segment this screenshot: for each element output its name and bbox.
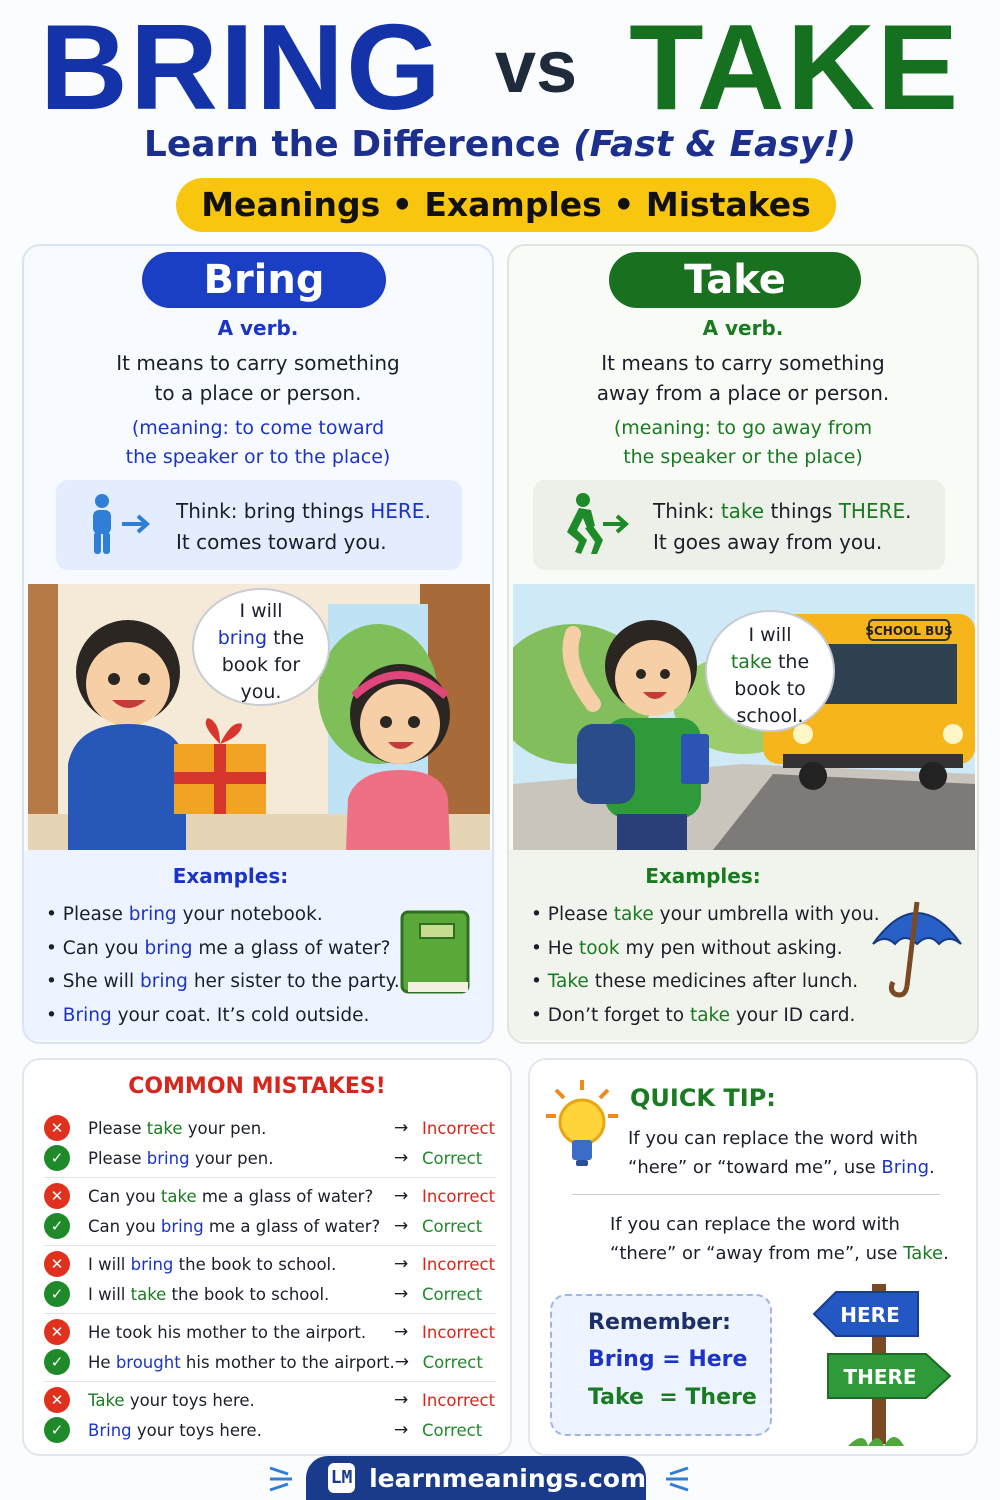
bring-badge: Bring — [142, 252, 386, 308]
sentence-verb: bring — [160, 1216, 204, 1236]
mistake-sentence — [88, 1187, 394, 1206]
mistakes-list — [44, 1110, 496, 1449]
take-bubble-the: the — [777, 651, 810, 673]
list-item — [46, 898, 400, 932]
verdict-label: Incorrect — [422, 1390, 496, 1410]
tip-divider — [572, 1194, 940, 1195]
take-speech-bubble — [705, 610, 835, 732]
walking-toward-icon — [84, 492, 154, 556]
arrow-icon: → — [394, 1186, 409, 1206]
remember-bring-eq: = Here — [654, 1347, 748, 1372]
take-note-1: (meaning: to go away from — [613, 417, 873, 439]
example-post: her sister to the party. — [187, 971, 400, 992]
verdict-label: Incorrect — [422, 1322, 496, 1342]
sentence-post: your pen. — [189, 1148, 274, 1168]
walking-away-icon — [561, 492, 631, 556]
list-item — [531, 898, 880, 932]
mistake-sentence — [88, 1391, 394, 1410]
take-bubble-verb: take — [730, 651, 772, 673]
verdict-label: Correct — [422, 1352, 483, 1372]
sentence-pre: He — [88, 1352, 116, 1372]
sentence-pre: I will — [88, 1284, 131, 1304]
bring-bubble-line1: I will — [239, 600, 283, 622]
arrow-icon: → — [394, 1216, 409, 1236]
tip-line4-verb: Take — [903, 1243, 944, 1264]
take-examples-title: Examples: — [645, 864, 761, 888]
sentence-verb: Bring — [88, 1420, 132, 1440]
example-post: these medicines after lunch. — [588, 971, 859, 992]
list-item — [531, 999, 880, 1033]
remember-take: Take — [588, 1385, 644, 1410]
sentence-post: me a glass of water? — [203, 1216, 381, 1236]
correct-check-icon: ✓ — [44, 1417, 70, 1443]
remember-title: Remember: — [588, 1310, 731, 1335]
example-verb: take — [613, 904, 654, 925]
correct-check-icon: ✓ — [44, 1281, 70, 1307]
take-bubble-line1: I will — [748, 624, 792, 646]
incorrect-x-icon: ✕ — [44, 1183, 70, 1209]
tip-line4-post: . — [943, 1243, 949, 1264]
arrow-icon: → — [394, 1390, 409, 1410]
example-pre: Can you — [62, 937, 145, 959]
correct-check-icon: ✓ — [44, 1145, 70, 1171]
mistake-sentence — [88, 1255, 394, 1274]
bring-think-prefix: Think: bring things — [176, 499, 371, 523]
example-verb: bring — [128, 904, 177, 925]
bring-examples — [24, 850, 492, 1040]
verdict-label: Correct — [422, 1284, 483, 1304]
example-post: your notebook. — [176, 904, 323, 925]
footer-site-badge[interactable] — [306, 1456, 646, 1500]
example-verb: took — [578, 937, 620, 959]
mistake-row — [44, 1211, 496, 1241]
bring-pos: A verb. — [217, 316, 299, 340]
verdict-label: Correct — [422, 1420, 483, 1440]
list-item — [531, 932, 880, 966]
site-url[interactable]: learnmeanings.com — [369, 1463, 646, 1493]
title-take: TAKE — [629, 0, 961, 135]
bring-bubble-line3: book for — [221, 654, 301, 676]
example-pre: Please — [62, 904, 129, 925]
take-think-prefix: Think: — [653, 499, 721, 523]
take-badge: Take — [609, 252, 861, 308]
list-item — [46, 932, 400, 966]
example-pre: She will — [62, 971, 140, 992]
take-definition — [509, 316, 977, 472]
example-verb: bring — [144, 937, 193, 959]
mistake-pair — [44, 1110, 496, 1178]
sign-there: THERE — [843, 1365, 917, 1389]
tip-line4-pre: “there” or “away from me”, use — [610, 1243, 904, 1264]
example-post: my pen without asking. — [619, 937, 843, 959]
take-think-mid: things — [764, 499, 839, 523]
mistake-pair — [44, 1382, 496, 1449]
quick-tip-card — [528, 1058, 978, 1456]
tip-line1: If you can replace the word with — [628, 1128, 918, 1149]
take-meaning-2: away from a place or person. — [596, 381, 890, 405]
sentence-post: your toys here. — [131, 1420, 262, 1440]
example-pre: Don’t forget to — [547, 1004, 690, 1026]
take-think-text — [653, 496, 911, 558]
sentence-pre: Can you — [88, 1216, 161, 1236]
sentence-verb: take — [146, 1118, 183, 1138]
list-item — [46, 999, 400, 1033]
example-verb: take — [689, 1004, 730, 1026]
sentence-pre: I will — [88, 1254, 131, 1274]
bring-examples-list — [46, 898, 400, 1032]
sentence-post: the book to school. — [173, 1254, 337, 1274]
arrow-icon: → — [394, 1322, 409, 1342]
bring-think-line2: It comes toward you. — [176, 530, 387, 554]
mistakes-title: COMMON MISTAKES! — [128, 1074, 386, 1099]
title-vs: vs — [494, 25, 578, 108]
sentence-verb: bring — [130, 1254, 174, 1274]
umbrella-icon — [867, 892, 967, 1002]
mistake-sentence — [88, 1353, 395, 1372]
bring-card — [22, 244, 494, 1044]
mistake-sentence — [88, 1119, 394, 1138]
mistake-row — [44, 1415, 496, 1445]
correct-check-icon: ✓ — [44, 1213, 70, 1239]
incorrect-x-icon: ✕ — [44, 1251, 70, 1277]
sentence-verb: take — [130, 1284, 167, 1304]
remember-take-eq: = There — [643, 1385, 757, 1410]
example-post: your coat. It’s cold outside. — [111, 1004, 370, 1026]
take-examples — [509, 850, 977, 1040]
bring-meaning-2: to a place or person. — [154, 381, 362, 405]
bring-think-text — [176, 496, 431, 558]
incorrect-x-icon: ✕ — [44, 1115, 70, 1141]
take-meaning-1: It means to carry something — [601, 351, 885, 375]
example-verb: bring — [139, 971, 188, 992]
arrow-icon: → — [394, 1118, 409, 1138]
bring-note-1: (meaning: to come toward — [131, 417, 385, 439]
mistake-sentence — [88, 1323, 394, 1342]
arrow-icon: → — [394, 1148, 409, 1168]
bring-bubble-line4: you. — [240, 681, 282, 703]
mistake-row — [44, 1249, 496, 1279]
take-bubble-line3: book to — [734, 678, 806, 700]
correct-check-icon: ✓ — [44, 1349, 70, 1375]
incorrect-x-icon: ✕ — [44, 1319, 70, 1345]
mistake-row — [44, 1385, 496, 1415]
sentence-verb: take — [160, 1186, 197, 1206]
sentence-post: the book to school. — [166, 1284, 330, 1304]
header — [0, 0, 1000, 240]
sentence-verb: bring — [146, 1148, 190, 1168]
mistake-sentence — [88, 1217, 394, 1236]
mistake-row — [44, 1181, 496, 1211]
arrow-icon: → — [394, 1254, 409, 1274]
subtitle-plain: Learn the Difference — [143, 124, 561, 165]
verdict-label: Incorrect — [422, 1186, 496, 1206]
tip-text-here — [628, 1124, 935, 1182]
take-examples-list — [531, 898, 880, 1032]
bring-speech-bubble — [192, 588, 330, 706]
example-pre: Please — [547, 904, 614, 925]
verdict-label: Incorrect — [422, 1254, 496, 1274]
topics-pill: Meanings • Examples • Mistakes — [176, 178, 836, 232]
bring-note-2: the speaker or to the place) — [125, 446, 391, 468]
sentence-pre: He took his mother to the airport. — [88, 1322, 367, 1342]
mistake-row — [44, 1317, 496, 1347]
verdict-label: Correct — [422, 1216, 483, 1236]
example-post: your ID card. — [729, 1004, 856, 1026]
sentence-pre: Can you — [88, 1186, 161, 1206]
site-logo-icon: LM — [328, 1463, 355, 1493]
list-item — [531, 965, 880, 999]
title — [0, 0, 1000, 135]
bring-meaning-1: It means to carry something — [116, 351, 400, 375]
sentence-post: me a glass of water? — [196, 1186, 374, 1206]
take-card — [507, 244, 979, 1044]
mistake-pair — [44, 1246, 496, 1314]
common-mistakes-card — [22, 1058, 512, 1456]
example-post: me a glass of water? — [192, 937, 391, 959]
sign-here: HERE — [840, 1303, 900, 1327]
mistake-row — [44, 1347, 496, 1377]
remember-bring: Bring — [588, 1347, 655, 1372]
signpost-icon — [808, 1280, 956, 1450]
mistake-pair — [44, 1314, 496, 1382]
quick-tip-title: QUICK TIP: — [630, 1084, 776, 1112]
incorrect-x-icon: ✕ — [44, 1387, 70, 1413]
title-bring: BRING — [39, 0, 443, 135]
sentence-post: your pen. — [182, 1118, 267, 1138]
bring-examples-title: Examples: — [172, 864, 289, 888]
verdict-label: Correct — [422, 1148, 483, 1168]
mistake-row — [44, 1113, 496, 1143]
bus-sign: SCHOOL BUS — [865, 624, 953, 638]
arrow-icon: → — [394, 1284, 409, 1304]
bring-think-highlight: HERE — [370, 499, 425, 523]
take-bubble-line4: school. — [736, 705, 804, 727]
bring-think-box — [56, 480, 462, 570]
take-think-verb: take — [720, 499, 765, 523]
bring-definition — [24, 316, 492, 472]
example-post: your umbrella with you. — [653, 904, 880, 925]
arrow-icon: → — [394, 1352, 410, 1372]
subtitle — [0, 124, 1000, 165]
sparkle-left-icon — [266, 1464, 306, 1494]
mistake-sentence — [88, 1421, 394, 1440]
bring-think-suffix: . — [424, 499, 431, 523]
arrow-icon: → — [394, 1420, 409, 1440]
mistake-pair — [44, 1178, 496, 1246]
tip-line3: If you can replace the word with — [610, 1214, 900, 1235]
tip-line2-pre: “here” or “toward me”, use — [628, 1157, 882, 1178]
verdict-label: Incorrect — [422, 1118, 496, 1138]
tip-line2-post: . — [929, 1157, 935, 1178]
take-think-suffix: . — [905, 499, 912, 523]
list-item — [46, 965, 400, 999]
subtitle-italic: (Fast & Easy!) — [573, 124, 857, 165]
take-pos: A verb. — [702, 316, 784, 340]
sentence-post: your toys here. — [124, 1390, 255, 1410]
mistake-sentence — [88, 1149, 394, 1168]
take-think-box — [533, 480, 945, 570]
mistake-row — [44, 1143, 496, 1173]
sentence-pre: Please — [88, 1118, 147, 1138]
bring-bubble-the: the — [273, 627, 305, 649]
bring-bubble-verb: bring — [217, 627, 268, 649]
take-note-2: the speaker or the place) — [623, 446, 863, 468]
sentence-verb: Take — [88, 1390, 125, 1410]
sentence-post: his mother to the airport. — [180, 1352, 395, 1372]
sentence-verb: brought — [115, 1352, 181, 1372]
tip-text-there — [610, 1210, 949, 1268]
take-think-highlight: THERE — [838, 499, 906, 523]
sparkle-right-icon — [652, 1464, 692, 1494]
take-think-line2: It goes away from you. — [653, 530, 883, 554]
example-verb: Take — [547, 971, 589, 992]
example-pre: He — [547, 937, 579, 959]
mistake-row — [44, 1279, 496, 1309]
mistake-sentence — [88, 1285, 394, 1304]
notebook-icon — [396, 906, 474, 998]
remember-box — [550, 1294, 772, 1436]
sentence-pre: Please — [88, 1148, 147, 1168]
tip-line2-verb: Bring — [881, 1157, 929, 1178]
example-verb: Bring — [62, 1004, 112, 1026]
lightbulb-icon — [546, 1078, 618, 1174]
